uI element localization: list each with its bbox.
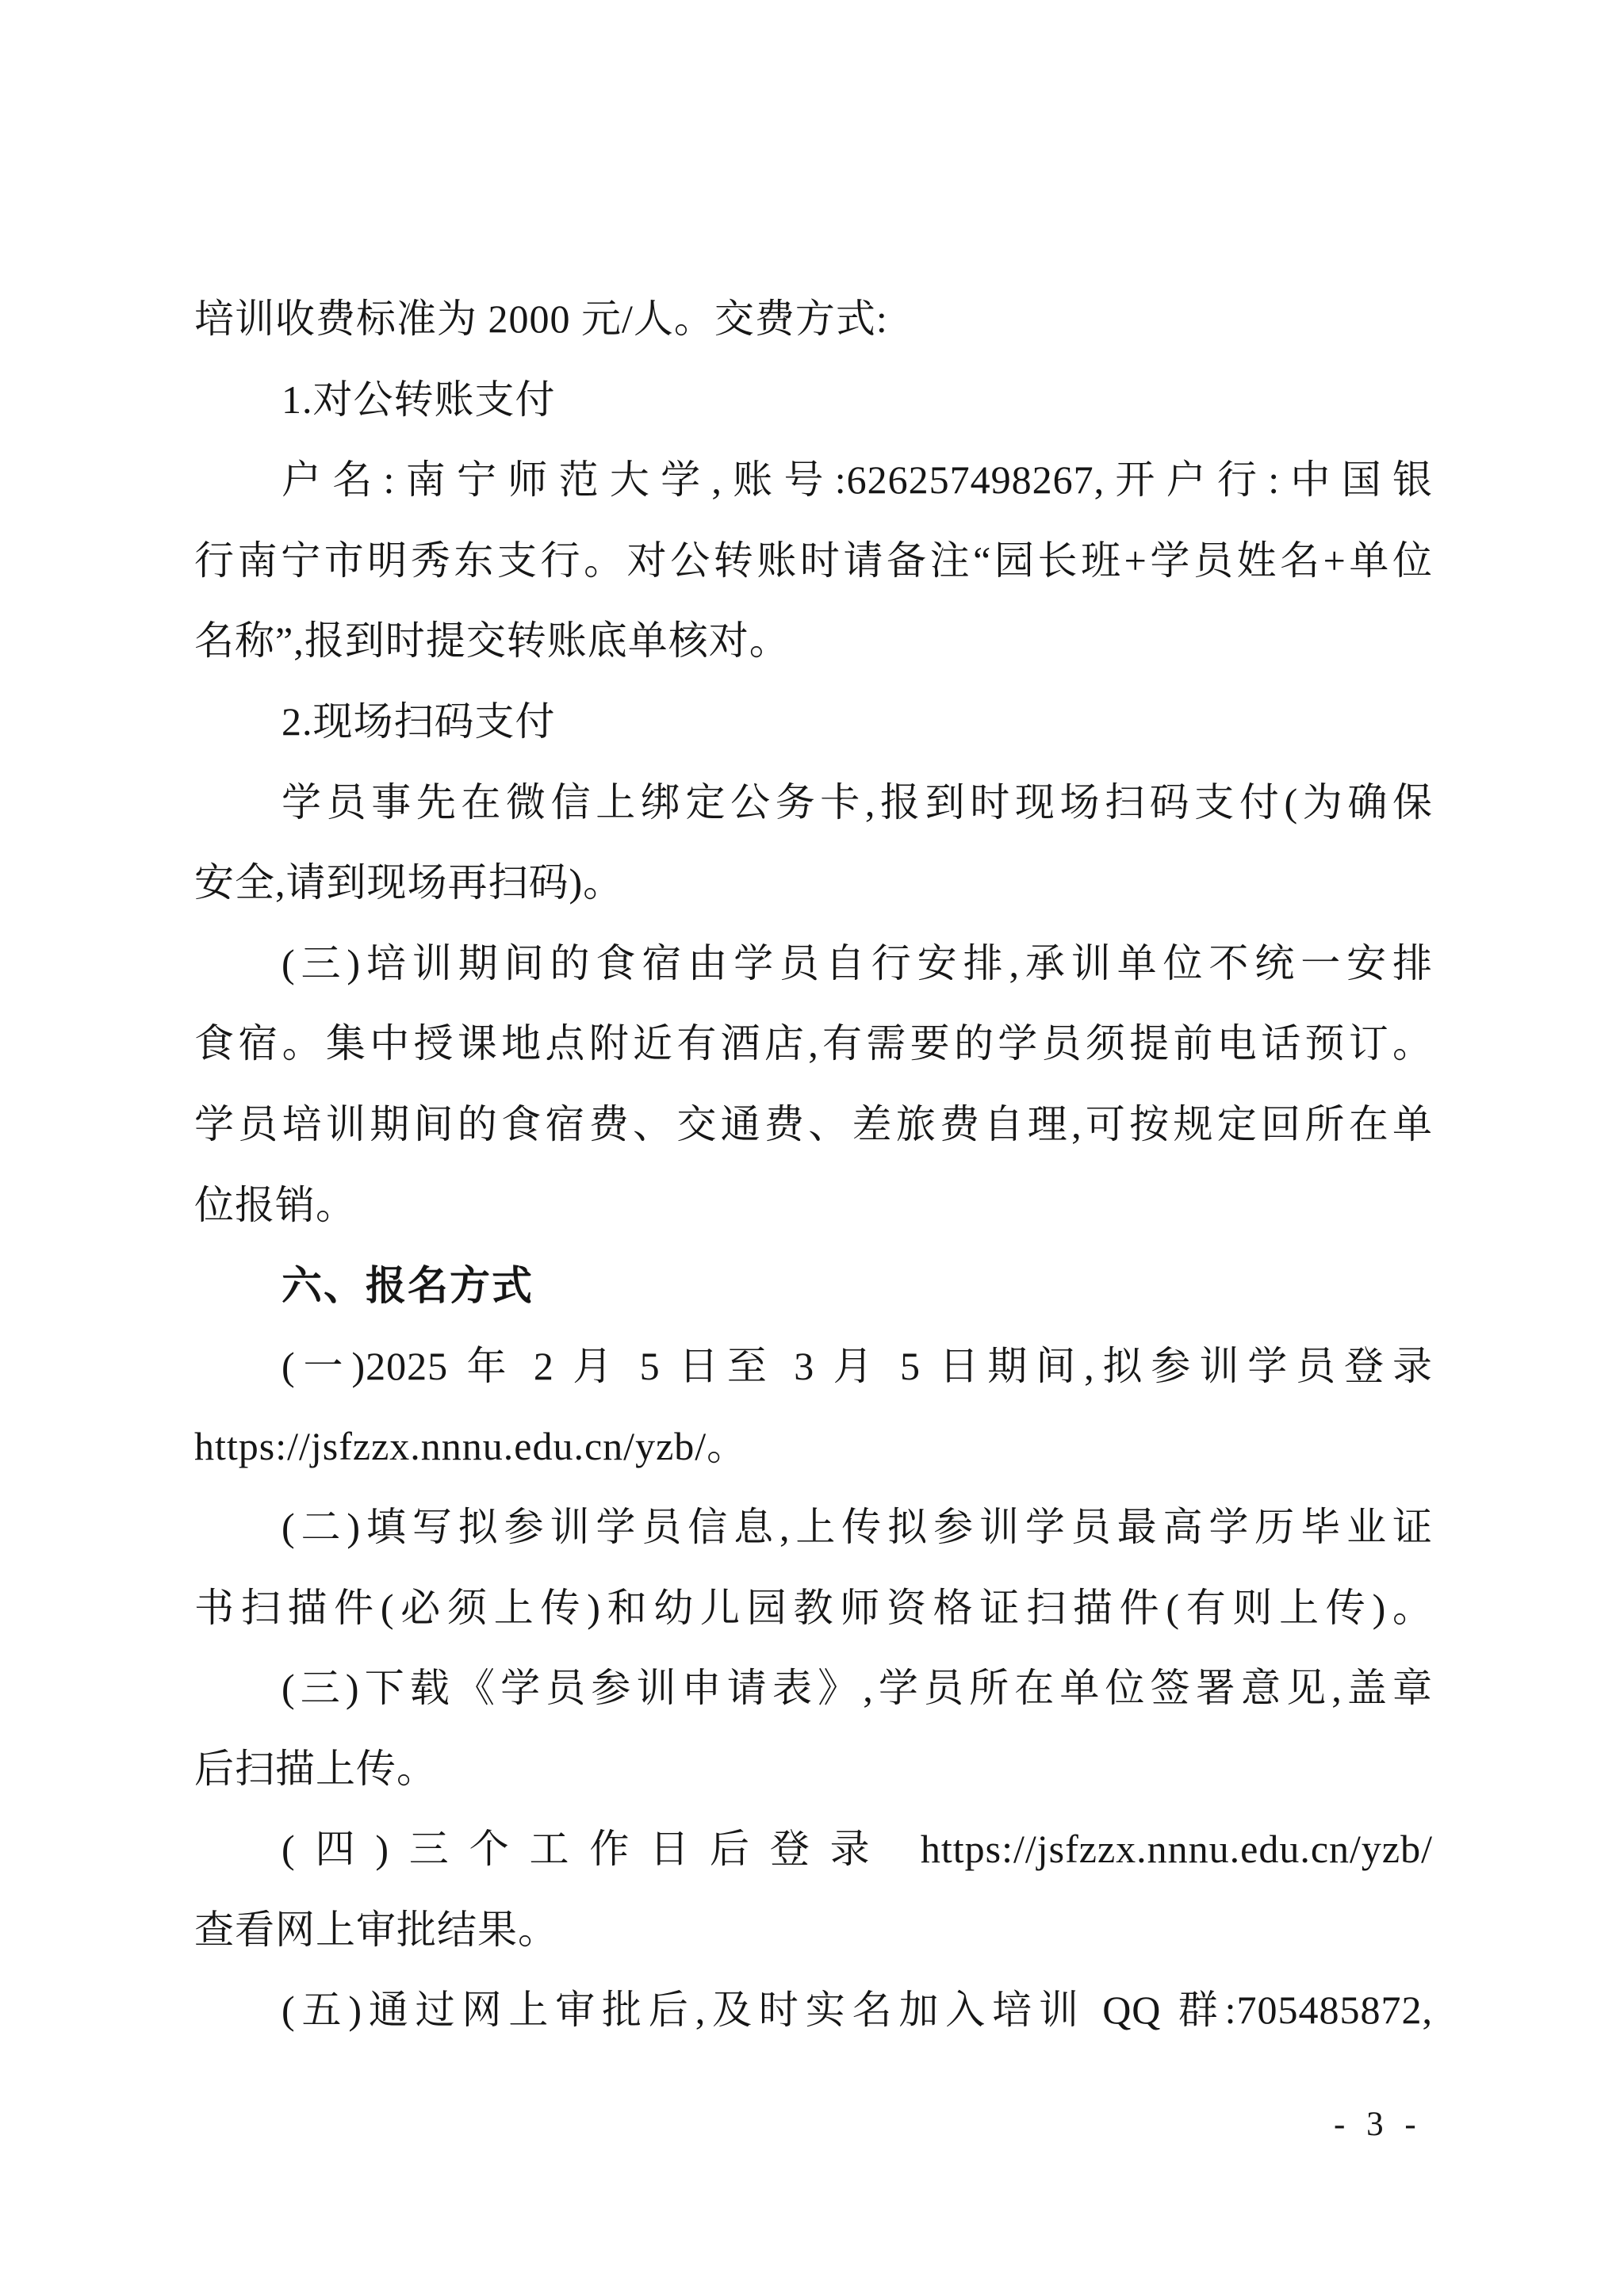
text-line: 书扫描件(必须上传)和幼儿园教师资格证扫描件(有则上传)。 (194, 1585, 1433, 1630)
text-line: (四)三个工作日后登录 https://jsfzzx.nnnu.edu.cn/yzb/ (282, 1827, 1433, 1872)
text-line: 食宿。集中授课地点附近有酒店,有需要的学员须提前电话预订。 (194, 1021, 1433, 1066)
text-line: 2.现场扫码支付 (282, 698, 556, 744)
text-line: 学员事先在微信上绑定公务卡,报到时现场扫码支付(为确保 (282, 779, 1433, 825)
registration-url: https://jsfzzx.nnnu.edu.cn/yzb/。 (194, 1424, 748, 1469)
text-line: (三)下载《学员参训申请表》,学员所在单位签署意见,盖章 (282, 1666, 1433, 1711)
text-line: 行南宁市明秀东支行。对公转账时请备注“园长班+学员姓名+单位 (194, 538, 1433, 583)
text-line: 学员培训期间的食宿费、交通费、差旅费自理,可按规定回所在单 (194, 1101, 1433, 1146)
text-line: (三)培训期间的食宿由学员自行安排,承训单位不统一安排 (282, 940, 1433, 985)
text-line: 后扫描上传。 (194, 1746, 437, 1791)
text-line: 1.对公转账支付 (282, 377, 556, 422)
document-body (194, 279, 1433, 2051)
section-heading-registration: 六、报名方式 (282, 1263, 534, 1309)
text-line: 位报销。 (194, 1182, 356, 1227)
text-line: 户名:南宁师范大学,账号:626257498267,开户行:中国银 (282, 457, 1433, 503)
text-line: (一)2025 年 2 月 5 日至 3 月 5 日期间,拟参训学员登录 (282, 1343, 1433, 1388)
text-line: (五)通过网上审批后,及时实名加入培训 QQ 群:705485872, (282, 1988, 1433, 2033)
page-number: - 3 - (1334, 2106, 1423, 2143)
text-line: (二)填写拟参训学员信息,上传拟参训学员最高学历毕业证 (282, 1504, 1433, 1549)
text-line: 安全,请到现场再扫码)。 (194, 860, 624, 905)
text-line: 名称”,报到时提交转账底单核对。 (194, 618, 790, 664)
text-line: 培训收费标准为 2000 元/人。交费方式: (194, 297, 888, 341)
text-line: 查看网上审批结果。 (194, 1907, 558, 1952)
